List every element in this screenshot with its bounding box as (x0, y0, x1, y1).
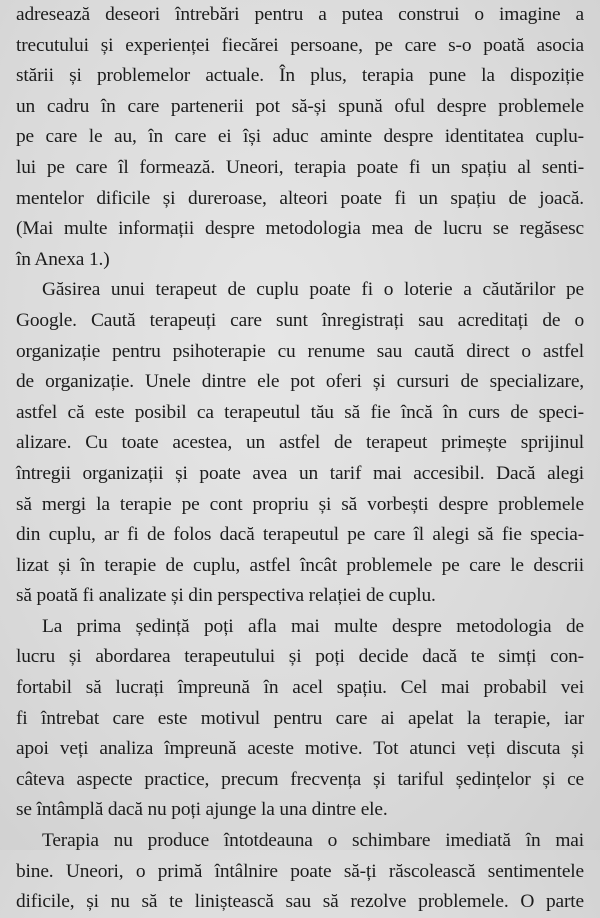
text-line: trecutului și experienței fiecărei persoane, pe care s-o poată asocia (16, 34, 584, 56)
text-line: Găsirea unui terapeut de cuplu poate fi o loterie a căutărilor pe (42, 279, 584, 301)
paragraph (16, 0, 584, 275)
text-line: fortabil să lucrați împreună în acel spațiu. Cel mai probabil vei (16, 677, 584, 699)
text-line: întregii organizații și poate avea un tarif mai accesibil. Dacă alegi (16, 462, 584, 484)
text-line: organizație pentru psihoterapie cu renume sau caută direct o astfel (16, 340, 584, 362)
text-line: alizare. Cu toate acestea, un astfel de terapeut primește sprijinul (16, 432, 584, 454)
text-line: apoi veți analiza împreună aceste motive. Tot atunci veți discuta și (16, 738, 584, 760)
text-line: un cadru în care partenerii pot să-și spună oful despre problemele (16, 95, 584, 117)
text-line: (Mai multe informații despre metodologia mea de lucru se regăsesc (16, 218, 584, 240)
text-line: pe care le au, în care ei își aduc aminte despre identitatea cuplu- (16, 126, 584, 148)
text-line: dificile, și nu să te liniștească sau să rezolve problemele. O parte (16, 891, 584, 913)
text-line: să poată fi analizate și din perspectiva relației de cuplu. (16, 585, 436, 607)
text-line: din cuplu, ar fi de folos dacă terapeutul pe care îl alegi să fie specia- (16, 524, 584, 546)
paragraph (16, 826, 584, 918)
text-line: Google. Caută terapeuți care sunt înregistrați sau acreditați de o (16, 309, 584, 331)
paragraph (16, 612, 584, 826)
text-line: lui pe care îl formează. Uneori, terapia poate fi un spațiu al senti- (16, 156, 584, 178)
text-line: Terapia nu produce întotdeauna o schimbare imediată în mai (42, 830, 584, 852)
text-line: stării și problemelor actuale. În plus, terapia pune la dispoziție (16, 65, 584, 87)
text-line: fi întrebat care este motivul pentru care ai apelat la terapie, iar (16, 707, 584, 729)
text-line: mentelor dificile și dureroase, alteori poate fi un spațiu de joacă. (16, 187, 584, 209)
paragraph (16, 275, 584, 612)
body-text (16, 0, 584, 918)
text-line: astfel că este posibil ca terapeutul tău să fie încă în curs de speci- (16, 401, 584, 423)
text-line: în Anexa 1.) (16, 248, 110, 270)
text-line: să mergi la terapie pe cont propriu și să vorbești despre problemele (16, 493, 584, 515)
text-line: se întâmplă dacă nu poți ajunge la una dintre ele. (16, 799, 388, 821)
text-line: La prima ședință poți afla mai multe despre metodologia de (42, 615, 584, 637)
text-line: lizat și în terapie de cuplu, astfel încât problemele pe care le descrii (16, 554, 584, 576)
text-line: bine. Uneori, o primă întâlnire poate să-ți răscolească sentimentele (16, 860, 584, 882)
text-line: adresează deseori întrebări pentru a putea construi o imagine a (16, 4, 584, 25)
text-line: lucru și abordarea terapeutului și poți decide dacă te simți con- (16, 646, 584, 668)
text-line: de organizație. Unele dintre ele pot oferi și cursuri de specializare, (16, 371, 584, 393)
text-line: câteva aspecte practice, precum frecvența și tariful ședințelor și ce (16, 768, 584, 790)
